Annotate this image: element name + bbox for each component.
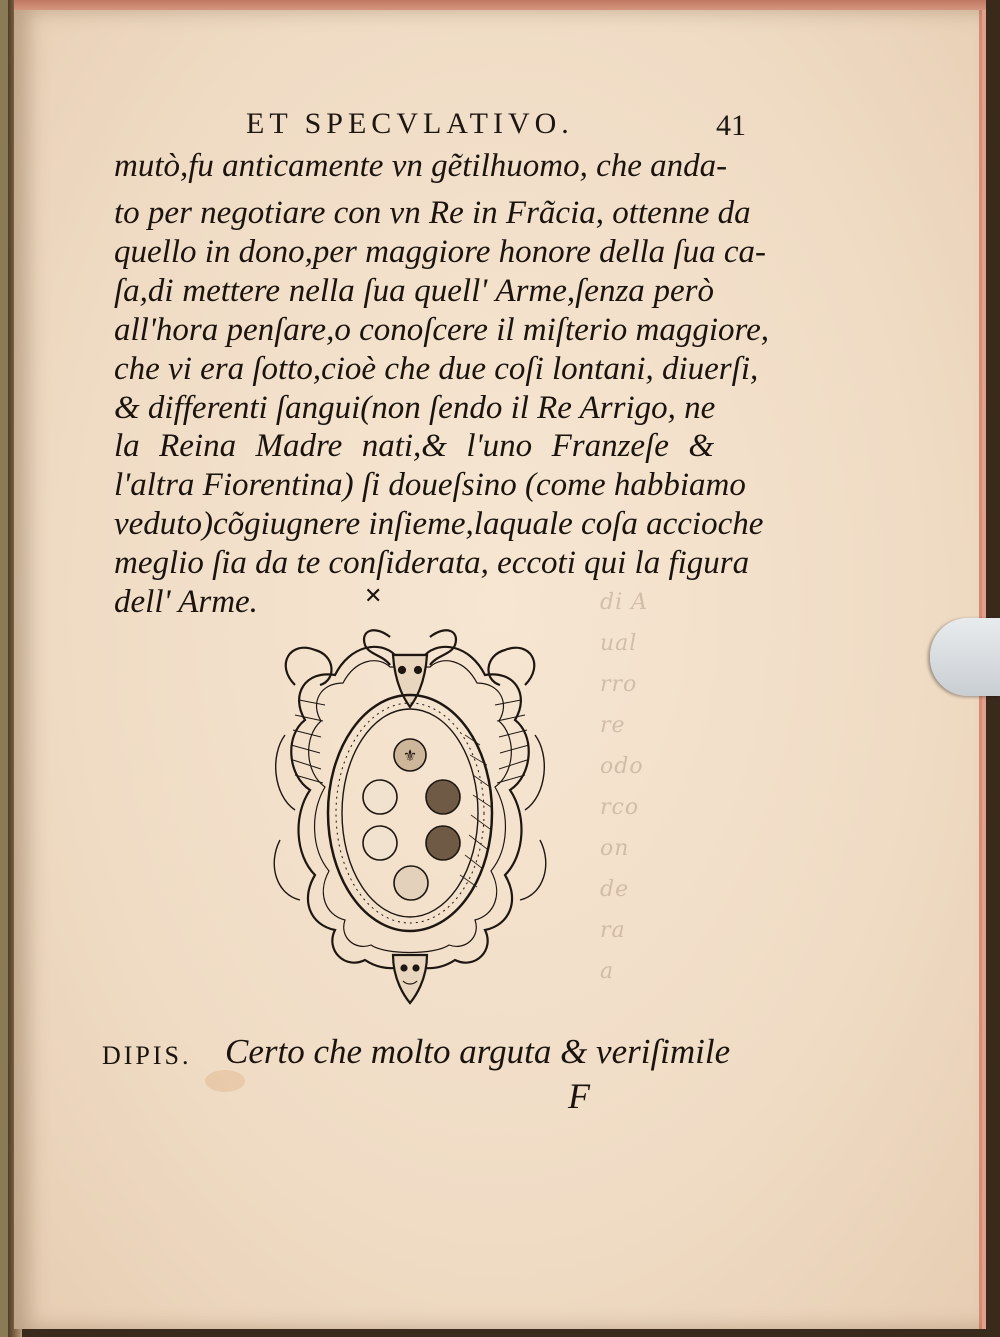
facing-page-edge xyxy=(0,0,8,1337)
text-line: all'hora penſare,o conoſcere il miſterio maggiore, xyxy=(114,312,770,348)
show-through-text: di A ual rro re odo rco on de ra a xyxy=(600,590,648,984)
svg-text:⚜: ⚜ xyxy=(402,746,418,765)
fleuron-ornament: ✕ xyxy=(364,584,383,609)
text-line: la Reina Madre nati,& l'uno Franzeſe & xyxy=(114,428,714,464)
text-line: veduto)cõgiugnere inſieme,laquale coſa accioche xyxy=(114,506,764,542)
text-line: quello in dono,per maggiore honore della ſua ca- xyxy=(114,234,766,270)
running-head: ET SPECVLATIVO. xyxy=(246,107,574,140)
medici-coat-of-arms-icon xyxy=(265,625,555,1015)
text-line: meglio ſia da te conſiderata, eccoti qui la figura xyxy=(114,545,750,581)
speaker-label: DIPIS. xyxy=(102,1041,192,1070)
signature-mark: F xyxy=(568,1076,590,1116)
page-clip-tab xyxy=(930,618,1000,696)
page-number: 41 xyxy=(716,109,746,142)
paper-stain xyxy=(205,1070,245,1092)
text-line: & differenti ſangui(non ſendo il Re Arrigo, ne xyxy=(114,390,716,426)
text-line: to per negotiare con vn Re in Frãcia, ottenne da xyxy=(114,195,751,231)
text-line: mutò,fu anticamente vn gẽtilhuomo, che anda- xyxy=(114,148,728,184)
text-line-continued: Certo che molto arguta & veriſimile xyxy=(225,1032,731,1071)
text-line: che vi era ſotto,cioè che due coſi lontani, diuerſi, xyxy=(114,351,759,387)
text-line: dell' Arme. xyxy=(114,584,258,620)
text-line: ſa,di mettere nella ſua quell' Arme,ſenza però xyxy=(114,273,714,309)
text-line: l'altra Fiorentina) ſi doueſsino (come habbiamo xyxy=(114,467,746,503)
